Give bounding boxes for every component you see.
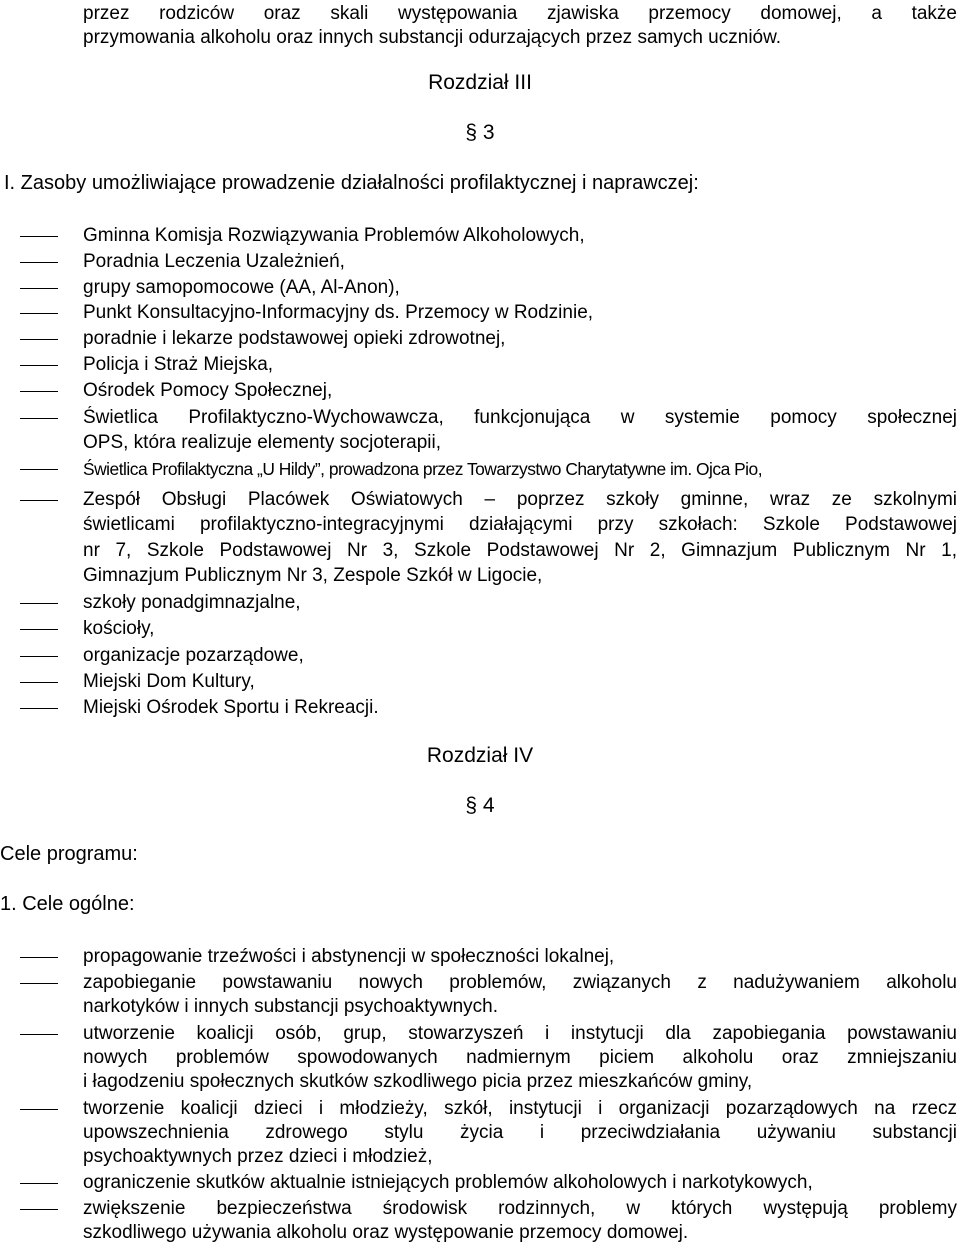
list-item: grupy samopomocowe (AA, Al-Anon),	[83, 277, 400, 298]
list-dash	[20, 500, 58, 501]
list-dash	[20, 236, 58, 237]
list-dash	[20, 365, 58, 366]
list-dash	[20, 1109, 58, 1110]
list-dash	[20, 983, 58, 984]
goal-item: utworzenie koalicji osób, grup, stowarzyszeń i instytucji dla zapobiegania powstawaniu	[83, 1023, 957, 1044]
chapter-4-title: Rozdział IV	[426, 744, 534, 767]
list-dash	[20, 1183, 58, 1184]
list-item-continued: OPS, która realizuje elementy socjoterapii,	[83, 432, 441, 453]
list-item: Zespół Obsługi Placówek Oświatowych – poprzez szkoły gminne, wraz ze szkolnymi	[83, 489, 957, 510]
intro-line-1: przez rodziców oraz skali występowania zjawiska przemocy domowej, a także	[83, 3, 957, 24]
goal-item-continued: nowych problemów spowodowanych nadmiernym piciem alkoholu oraz zmniejszaniu	[83, 1047, 957, 1068]
goal-item-continued: i łagodzeniu społecznych skutków szkodliwego picia przez mieszkańców gminy,	[83, 1071, 753, 1092]
list-item-continued: świetlicami profilaktyczno-integracyjnymi działającymi przy szkołach: Szkole Podstawowej	[83, 514, 957, 535]
intro-line-2: przymowania alkoholu oraz innych substancji odurzających przez samych uczniów.	[83, 27, 782, 48]
list-item: Policja i Straż Miejska,	[83, 354, 274, 375]
goal-item-continued: psychoaktywnych przez dzieci i młodzież,	[83, 1146, 433, 1167]
list-item: organizacje pozarządowe,	[83, 645, 304, 666]
list-item-continued: nr 7, Szkole Podstawowej Nr 3, Szkole Podstawowej Nr 2, Gimnazjum Publicznym Nr 1,	[83, 540, 957, 561]
list-dash	[20, 656, 58, 657]
list-item-continued: Gimnazjum Publicznym Nr 3, Zespole Szkół w Ligocie,	[83, 565, 543, 586]
list-dash	[20, 262, 58, 263]
list-item: poradnie i lekarze podstawowej opieki zdrowotnej,	[83, 328, 506, 349]
list-dash	[20, 708, 58, 709]
list-item: Gminna Komisja Rozwiązywania Problemów Alkoholowych,	[83, 225, 585, 246]
goal-item: zapobieganie powstawaniu nowych problemów, związanych z nadużywaniem alkoholu	[83, 972, 957, 993]
chapter-3-title: Rozdział III	[428, 71, 532, 94]
goal-item-continued: narkotyków i innych substancji psychoaktywnych.	[83, 996, 499, 1017]
list-dash	[20, 957, 58, 958]
list-item: Poradnia Leczenia Uzależnień,	[83, 251, 345, 272]
goal-item: zwiększenie bezpieczeństwa środowisk rodzinnych, w których występują problemy	[83, 1198, 957, 1219]
goal-item-continued: upowszechnienia zdrowego stylu życia i przeciwdziałania używaniu substancji	[83, 1122, 957, 1143]
list-dash	[20, 1209, 58, 1210]
list-dash	[20, 629, 58, 630]
list-item: Świetlica Profilaktyczno-Wychowawcza, funkcjonująca w systemie pomocy społecznej	[83, 407, 957, 428]
section-4-mark: § 4	[465, 794, 495, 817]
goal-item: propagowanie trzeźwości i abstynencji w społeczności lokalnej,	[83, 946, 615, 967]
list-dash	[20, 682, 58, 683]
list-dash	[20, 339, 58, 340]
list-item: kościoły,	[83, 618, 155, 639]
goal-item-continued: szkodliwego używania alkoholu oraz występowanie przemocy domowej.	[83, 1222, 689, 1243]
list-dash	[20, 469, 58, 470]
list-item: Miejski Dom Kultury,	[83, 671, 255, 692]
list-dash	[20, 1034, 58, 1035]
list-item: szkoły ponadgimnazjalne,	[83, 592, 301, 613]
goal-item: ograniczenie skutków aktualnie istniejących problemów alkoholowych i narkotykowych,	[83, 1172, 813, 1193]
goal-item: tworzenie koalicji dzieci i młodzieży, szkół, instytucji i organizacji pozarządowych na rzecz	[83, 1098, 957, 1119]
list-dash	[20, 603, 58, 604]
list-item: Ośrodek Pomocy Społecznej,	[83, 380, 333, 401]
list-dash	[20, 288, 58, 289]
list-item: Punkt Konsultacyjno-Informacyjny ds. Przemocy w Rodzinie,	[83, 302, 594, 323]
list-dash	[20, 418, 58, 419]
section-3-mark: § 3	[465, 121, 495, 144]
list-item: Miejski Ośrodek Sportu i Rekreacji.	[83, 697, 379, 718]
resources-heading: I. Zasoby umożliwiające prowadzenie działalności profilaktycznej i naprawczej:	[4, 172, 699, 194]
goals-heading: Cele programu:	[0, 843, 138, 865]
list-item: Świetlica Profilaktyczna „U Hildy”, prowadzona przez Towarzystwo Charytatywne im. Ojca Pio,	[83, 459, 763, 479]
general-goals-heading: 1. Cele ogólne:	[0, 893, 135, 915]
list-dash	[20, 313, 58, 314]
list-dash	[20, 391, 58, 392]
